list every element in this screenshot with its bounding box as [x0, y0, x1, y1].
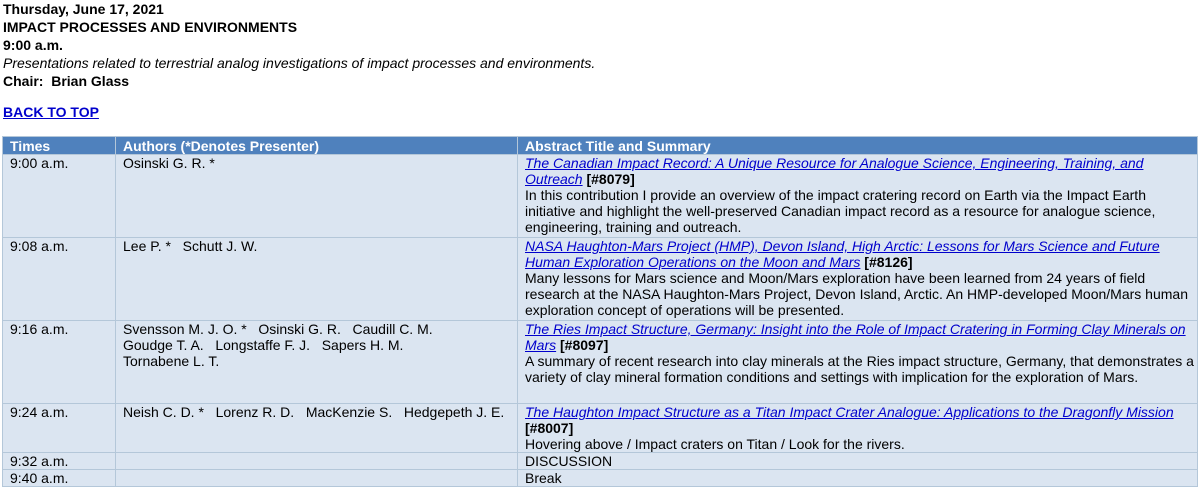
table-row: [3, 453, 1198, 470]
back-to-top-link[interactable]: BACK TO TOP: [3, 104, 99, 120]
abstract-number: [#8126]: [864, 254, 913, 270]
session-chair: [3, 72, 1200, 90]
abstract-title-link[interactable]: The Canadian Impact Record: A Unique Resource for Analogue Science, Engineering, Training, and Outreach: [525, 155, 1144, 187]
authors-line: Svensson M. J. O. * Osinski G. R. Caudill C. M.: [123, 321, 433, 337]
schedule-table: [2, 136, 1198, 487]
time-cell: 9:00 a.m.: [3, 155, 116, 238]
authors-cell: [116, 404, 518, 453]
authors-line: Neish C. D. * Lorenz R. D. MacKenzie S. Hedgepeth J. E.: [123, 404, 505, 420]
abstract-number: [#8097]: [560, 337, 609, 353]
time-cell: 9:40 a.m.: [3, 470, 116, 487]
abstract-cell: [518, 404, 1198, 453]
authors-line: Osinski G. R. *: [123, 155, 215, 171]
table-row: [3, 321, 1198, 404]
abstract-number: [#8079]: [586, 171, 635, 187]
abstract-cell: [518, 155, 1198, 238]
chair-name: Brian Glass: [51, 73, 130, 89]
abstract-summary: In this contribution I provide an overview of the impact cratering record on Earth via the Impact Earth initiative and highlight the well-preserved Canadian impact record as a resource for analogue science, engineering, training and outreach.: [525, 187, 1156, 235]
abstract-number: [#8007]: [525, 420, 574, 436]
time-cell: 9:16 a.m.: [3, 321, 116, 404]
table-row: [3, 238, 1198, 321]
authors-line: Lee P. * Schutt J. W.: [123, 238, 258, 254]
session-title: IMPACT PROCESSES AND ENVIRONMENTS: [3, 19, 298, 35]
session-description: Presentations related to terrestrial analog investigations of impact processes and environments.: [3, 55, 596, 71]
abstract-summary: Many lessons for Mars science and Moon/Mars exploration have been learned from 24 years of field research at the NASA Haughton-Mars Project, Devon Island, Arctic. An HMP-developed Moon/Mars human exploration concept of operations will be presented.: [525, 270, 1188, 318]
session-time: 9:00 a.m.: [3, 37, 63, 53]
header-abstract: Abstract Title and Summary: [518, 137, 1198, 155]
time-cell: 9:32 a.m.: [3, 453, 116, 470]
authors-cell: [116, 321, 518, 404]
chair-label: Chair:: [3, 73, 44, 89]
abstract-title-link[interactable]: The Haughton Impact Structure as a Titan Impact Crater Analogue: Applications to the Dragonfly Mission: [525, 404, 1174, 420]
abstract-title-link[interactable]: NASA Haughton-Mars Project (HMP), Devon Island, High Arctic: Lessons for Mars Science and Future Human Exploration Operations on the Moon and Mars: [525, 238, 1160, 270]
table-row: [3, 470, 1198, 487]
header-times: Times: [3, 137, 116, 155]
table-row: [3, 404, 1198, 453]
abstract-summary: A summary of recent research into clay minerals at the Ries impact structure, Germany, that demonstrates a variety of clay mineral formation conditions and settings with implication for the exploration of Mars.: [525, 353, 1194, 385]
authors-cell: [116, 238, 518, 321]
abstract-cell: [518, 238, 1198, 321]
authors-cell: [116, 155, 518, 238]
authors-line: Tornabene L. T.: [123, 353, 220, 369]
session-header: [0, 0, 1200, 90]
authors-line: Goudge T. A. Longstaffe F. J. Sapers H. M.: [123, 337, 404, 353]
abstract-cell: [518, 321, 1198, 404]
table-row: [3, 155, 1198, 238]
abstract-cell: Break: [518, 470, 1198, 487]
abstract-summary: Hovering above / Impact craters on Titan / Look for the rivers.: [525, 436, 905, 452]
table-header-row: [3, 137, 1198, 155]
header-authors: Authors (*Denotes Presenter): [116, 137, 518, 155]
authors-cell: [116, 470, 518, 487]
time-cell: 9:08 a.m.: [3, 238, 116, 321]
abstract-cell: DISCUSSION: [518, 453, 1198, 470]
abstract-title-link[interactable]: The Ries Impact Structure, Germany: Insight into the Role of Impact Cratering in Forming Clay Minerals on Mars: [525, 321, 1186, 353]
authors-cell: [116, 453, 518, 470]
session-date: Thursday, June 17, 2021: [3, 1, 164, 17]
time-cell: 9:24 a.m.: [3, 404, 116, 453]
